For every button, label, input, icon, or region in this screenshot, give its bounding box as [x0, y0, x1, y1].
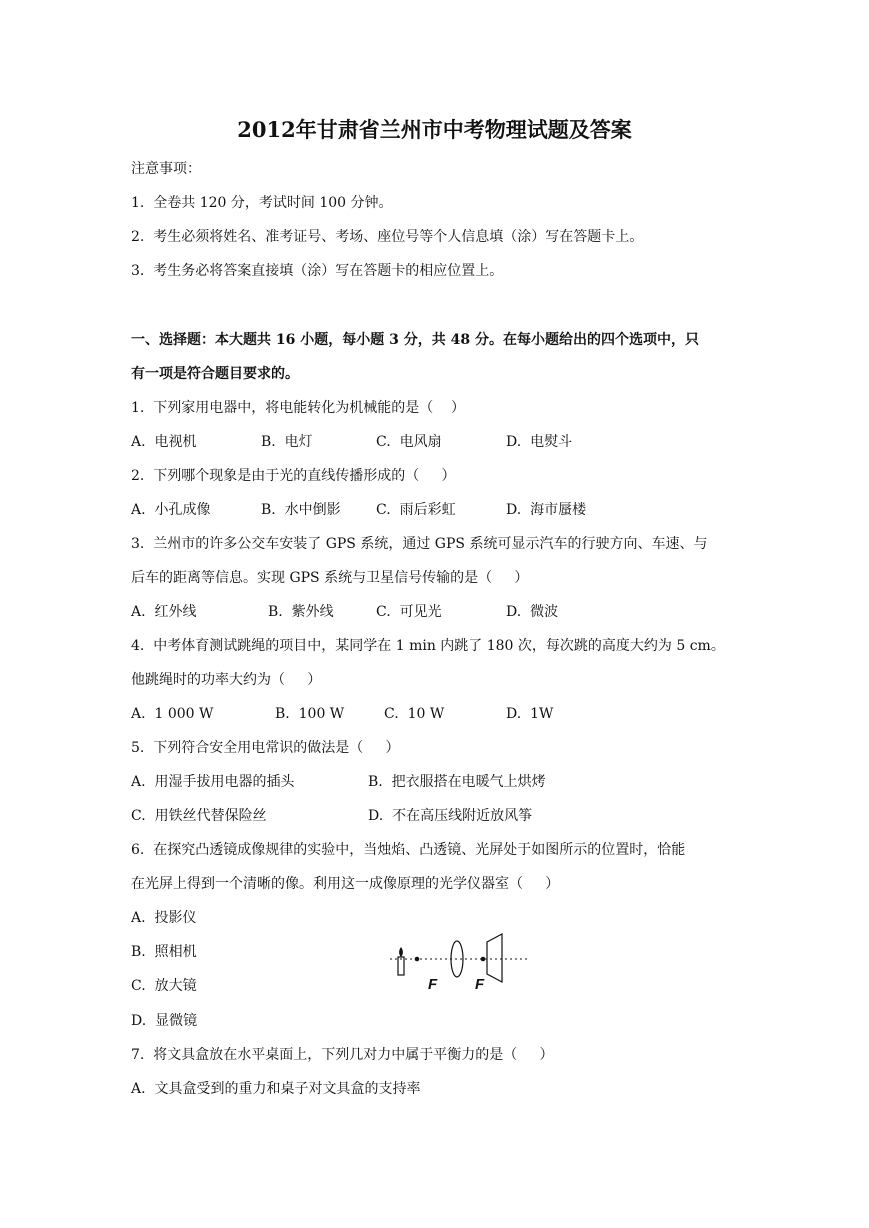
- question-4-option-c: C. 10 W: [384, 706, 445, 722]
- focal-label-left: F: [428, 976, 438, 993]
- question-6-option-a: A. 投影仪: [131, 910, 197, 926]
- question-1-option-c: C. 电风扇: [376, 434, 442, 450]
- notes-heading: 注意事项：: [131, 161, 201, 177]
- question-4-stem-line-2: 他跳绳时的功率大约为（ ）: [131, 672, 322, 688]
- question-7-stem: 7. 将文具盒放在水平桌面上，下列几对力中属于平衡力的是（ ）: [131, 1047, 554, 1063]
- document-title: 2012年甘肃省兰州市中考物理试题及答案: [237, 117, 632, 142]
- note-item-1: 1. 全卷共 120 分，考试时间 100 分钟。: [131, 195, 393, 211]
- focal-point-right: [481, 957, 486, 962]
- question-6-option-c: C. 放大镜: [131, 978, 197, 994]
- question-2-stem: 2. 下列哪个现象是由于光的直线传播形成的（ ）: [131, 468, 456, 484]
- question-5-option-d: D. 不在高压线附近放风筝: [368, 808, 533, 824]
- question-6-stem-line-2: 在光屏上得到一个清晰的像。利用这一成像原理的光学仪器室（ ）: [131, 876, 560, 892]
- question-5-option-b: B. 把衣服搭在电暖气上烘烤: [368, 774, 546, 790]
- focal-label-right: F: [475, 976, 485, 993]
- question-1-stem: 1. 下列家用电器中，将电能转化为机械能的是（ ）: [131, 400, 466, 416]
- question-3-stem-line-2: 后车的距离等信息。实现 GPS 系统与卫星信号传输的是（ ）: [131, 570, 529, 586]
- question-5-stem: 5. 下列符合安全用电常识的做法是（ ）: [131, 740, 400, 756]
- question-4-stem-line-1: 4. 中考体育测试跳绳的项目中，某同学在 1 min 内跳了 180 次，每次跳的高度大约为 5 cm。: [131, 638, 725, 654]
- question-3-stem-line-1: 3. 兰州市的许多公交车安装了 GPS 系统，通过 GPS 系统可显示汽车的行驶方向、车速、与: [131, 536, 708, 552]
- question-2-option-b: B. 水中倒影: [261, 502, 341, 518]
- note-item-3: 3. 考生务必将答案直接填（涂）写在答题卡的相应位置上。: [131, 263, 504, 279]
- question-3-option-b: B. 紫外线: [268, 604, 334, 620]
- question-2-option-a: A. 小孔成像: [131, 502, 211, 518]
- question-6-stem-line-1: 6. 在探究凸透镜成像规律的实验中，当烛焰、凸透镜、光屏处于如图所示的位置时，恰能: [131, 842, 686, 858]
- question-5-option-c: C. 用铁丝代替保险丝: [131, 808, 267, 824]
- question-1-option-a: A. 电视机: [131, 434, 197, 450]
- question-6-option-b: B. 照相机: [131, 944, 197, 960]
- question-3-option-a: A. 红外线: [131, 604, 197, 620]
- question-1-option-d: D. 电熨斗: [506, 434, 573, 450]
- note-item-2: 2. 考生必须将姓名、准考证号、考场、座位号等个人信息填（涂）写在答题卡上。: [131, 229, 644, 245]
- question-4-option-a: A. 1 000 W: [131, 706, 214, 722]
- section-heading-line-2: 有一项是符合题目要求的。: [131, 366, 299, 382]
- question-3-option-d: D. 微波: [506, 604, 559, 620]
- question-5-option-a: A. 用湿手拔用电器的插头: [131, 774, 295, 790]
- question-3-option-c: C. 可见光: [376, 604, 442, 620]
- section-heading-line-1: 一、选择题：本大题共 16 小题，每小题 3 分，共 48 分。在每小题给出的四个选项中，只: [131, 332, 699, 348]
- question-7-option-a: A. 文具盒受到的重力和桌子对文具盒的支持率: [131, 1081, 421, 1097]
- light-screen: [487, 934, 502, 982]
- focal-point-left: [415, 957, 420, 962]
- question-4-option-b: B. 100 W: [275, 706, 345, 722]
- question-6-option-d: D. 显微镜: [131, 1013, 198, 1029]
- question-1-option-b: B. 电灯: [261, 434, 313, 450]
- question-2-option-c: C. 雨后彩虹: [376, 502, 456, 518]
- question-2-option-d: D. 海市蜃楼: [506, 502, 587, 518]
- question-4-option-d: D. 1W: [506, 706, 554, 722]
- optics-bench-figure: [388, 930, 538, 994]
- candle-icon: [398, 947, 404, 975]
